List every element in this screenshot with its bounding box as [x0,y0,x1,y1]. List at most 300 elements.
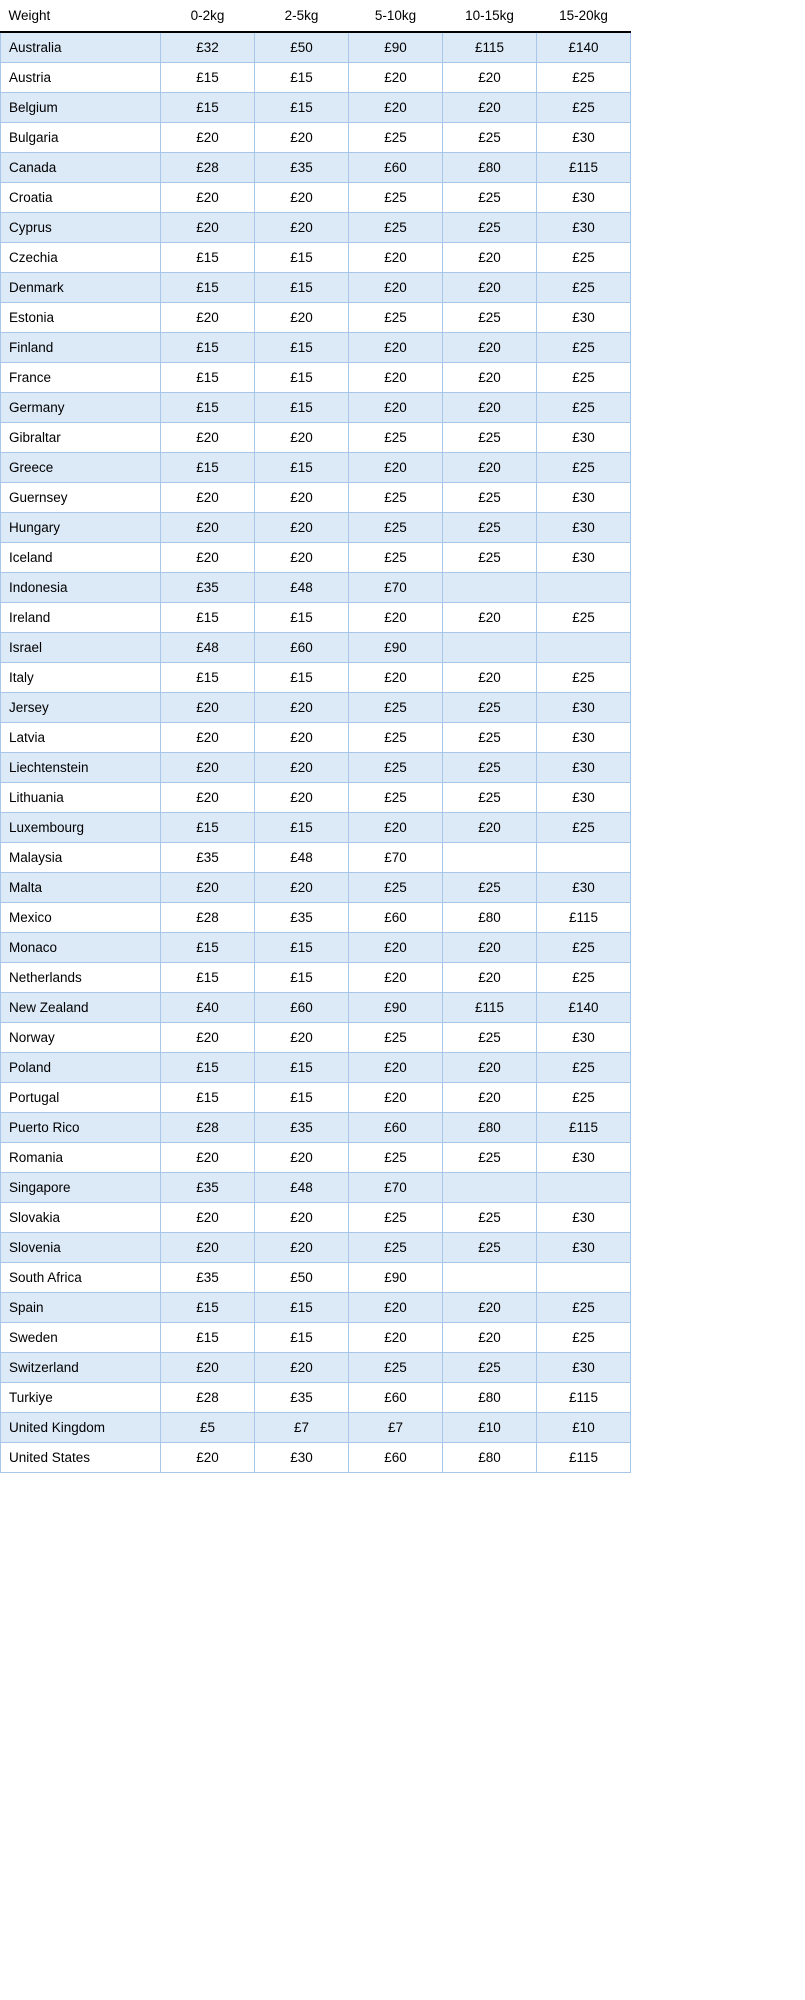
table-row [1,752,631,782]
cell-rate: £30 [537,182,631,212]
cell-rate: £20 [255,422,349,452]
cell-rate: £15 [161,812,255,842]
cell-rate: £25 [537,242,631,272]
table-row [1,722,631,752]
cell-rate: £15 [255,812,349,842]
cell-rate: £30 [537,1142,631,1172]
cell-rate: £28 [161,902,255,932]
cell-rate: £25 [537,1082,631,1112]
cell-rate: £20 [161,1022,255,1052]
cell-country: Portugal [1,1082,161,1112]
cell-country: Norway [1,1022,161,1052]
cell-rate: £15 [255,932,349,962]
cell-rate [537,632,631,662]
table-row [1,272,631,302]
cell-country: Israel [1,632,161,662]
table-row [1,1052,631,1082]
cell-country: Ireland [1,602,161,632]
table-row [1,122,631,152]
table-row [1,362,631,392]
cell-rate: £90 [349,1262,443,1292]
cell-rate: £115 [443,32,537,62]
cell-rate: £25 [443,1202,537,1232]
cell-rate: £20 [443,932,537,962]
cell-rate: £60 [349,152,443,182]
cell-rate: £60 [255,992,349,1022]
cell-rate: £25 [443,482,537,512]
cell-rate: £48 [255,572,349,602]
cell-rate: £15 [161,962,255,992]
cell-country: Poland [1,1052,161,1082]
cell-rate: £25 [537,392,631,422]
cell-rate: £20 [255,1022,349,1052]
cell-country: Slovenia [1,1232,161,1262]
cell-rate: £25 [537,812,631,842]
cell-rate: £15 [161,1082,255,1112]
cell-rate: £80 [443,1112,537,1142]
cell-rate: £15 [161,272,255,302]
cell-rate: £25 [349,782,443,812]
cell-rate: £20 [443,272,537,302]
cell-rate: £30 [537,752,631,782]
cell-rate: £70 [349,572,443,602]
cell-rate: £25 [349,752,443,782]
cell-rate: £15 [161,452,255,482]
cell-rate: £25 [443,512,537,542]
cell-rate: £30 [537,302,631,332]
cell-rate: £25 [537,332,631,362]
cell-rate: £15 [161,332,255,362]
cell-country: Romania [1,1142,161,1172]
cell-rate: £25 [349,1202,443,1232]
cell-rate: £30 [537,1352,631,1382]
cell-rate [443,842,537,872]
cell-rate: £15 [161,92,255,122]
table-row [1,1232,631,1262]
cell-rate: £15 [255,1082,349,1112]
cell-rate: £90 [349,992,443,1022]
table-row [1,62,631,92]
cell-rate: £80 [443,902,537,932]
cell-rate: £48 [255,842,349,872]
cell-rate: £7 [349,1412,443,1442]
cell-rate: £20 [349,932,443,962]
cell-country: Austria [1,62,161,92]
cell-rate: £25 [349,1142,443,1172]
cell-country: Finland [1,332,161,362]
table-row [1,932,631,962]
table-row [1,1022,631,1052]
cell-rate: £20 [443,1322,537,1352]
cell-rate: £35 [161,572,255,602]
cell-rate: £30 [537,512,631,542]
cell-rate [537,842,631,872]
cell-country: Netherlands [1,962,161,992]
cell-rate: £80 [443,1382,537,1412]
cell-rate: £30 [255,1442,349,1472]
cell-rate: £15 [161,362,255,392]
cell-country: Canada [1,152,161,182]
cell-rate: £60 [349,1112,443,1142]
cell-rate: £15 [255,392,349,422]
cell-rate: £50 [255,1262,349,1292]
cell-rate: £25 [349,212,443,242]
cell-rate: £20 [349,662,443,692]
cell-rate: £15 [255,452,349,482]
cell-rate: £60 [349,902,443,932]
cell-country: Malta [1,872,161,902]
cell-country: United Kingdom [1,1412,161,1442]
cell-rate: £20 [161,422,255,452]
table-row [1,1382,631,1412]
cell-rate: £25 [349,302,443,332]
cell-country: Liechtenstein [1,752,161,782]
cell-rate: £35 [161,1262,255,1292]
cell-rate: £15 [255,1292,349,1322]
cell-rate: £5 [161,1412,255,1442]
cell-rate: £20 [255,122,349,152]
cell-rate: £15 [255,1052,349,1082]
cell-rate: £20 [349,1082,443,1112]
table-row [1,1172,631,1202]
table-row [1,902,631,932]
cell-rate: £30 [537,122,631,152]
cell-rate: £90 [349,632,443,662]
column-header-10-15kg: 10-15kg [443,0,537,32]
cell-rate: £140 [537,992,631,1022]
cell-rate: £28 [161,152,255,182]
cell-rate: £115 [537,152,631,182]
table-body [1,32,631,1472]
cell-rate: £15 [161,1292,255,1322]
table-row [1,1082,631,1112]
cell-rate: £35 [161,1172,255,1202]
cell-rate: £20 [443,452,537,482]
cell-rate: £20 [255,752,349,782]
cell-rate: £115 [537,1112,631,1142]
cell-rate: £115 [537,1442,631,1472]
cell-rate: £15 [161,662,255,692]
cell-rate: £20 [349,452,443,482]
table-row [1,632,631,662]
cell-rate: £25 [443,782,537,812]
cell-rate: £20 [443,812,537,842]
cell-rate: £25 [349,512,443,542]
cell-rate: £20 [443,1052,537,1082]
table-row [1,512,631,542]
cell-rate: £25 [443,1352,537,1382]
table-row [1,542,631,572]
cell-country: Australia [1,32,161,62]
cell-rate: £25 [349,692,443,722]
cell-country: Belgium [1,92,161,122]
cell-rate: £20 [255,722,349,752]
table-row [1,302,631,332]
cell-rate: £15 [255,242,349,272]
cell-rate: £20 [443,92,537,122]
cell-rate: £20 [349,332,443,362]
cell-rate: £70 [349,842,443,872]
cell-rate: £15 [161,1052,255,1082]
table-header [1,0,631,32]
cell-rate: £10 [537,1412,631,1442]
cell-country: Spain [1,1292,161,1322]
cell-rate: £20 [161,182,255,212]
cell-rate: £30 [537,212,631,242]
table-row [1,452,631,482]
cell-rate: £20 [443,332,537,362]
cell-country: Denmark [1,272,161,302]
table-row [1,572,631,602]
cell-rate: £20 [161,1202,255,1232]
cell-rate: £115 [537,1382,631,1412]
cell-rate: £20 [255,692,349,722]
cell-rate: £35 [255,1382,349,1412]
cell-rate: £25 [443,752,537,782]
cell-rate: £15 [161,242,255,272]
cell-country: Greece [1,452,161,482]
cell-rate: £30 [537,422,631,452]
cell-rate: £48 [161,632,255,662]
cell-rate [537,1262,631,1292]
cell-country: Malaysia [1,842,161,872]
cell-rate: £140 [537,32,631,62]
cell-country: United States [1,1442,161,1472]
cell-rate: £20 [349,1322,443,1352]
cell-rate: £25 [537,92,631,122]
cell-rate: £20 [443,602,537,632]
cell-country: Gibraltar [1,422,161,452]
cell-rate: £30 [537,722,631,752]
cell-rate: £20 [161,692,255,722]
column-header-2-5kg: 2-5kg [255,0,349,32]
cell-country: Singapore [1,1172,161,1202]
table-row [1,1142,631,1172]
cell-rate: £25 [443,302,537,332]
table-row [1,242,631,272]
cell-rate: £25 [537,452,631,482]
cell-rate: £25 [349,872,443,902]
table-row [1,1202,631,1232]
cell-rate: £25 [349,482,443,512]
cell-rate: £20 [161,302,255,332]
table-row [1,92,631,122]
table-row [1,812,631,842]
cell-rate: £32 [161,32,255,62]
cell-country: Turkiye [1,1382,161,1412]
cell-rate: £25 [537,602,631,632]
cell-country: Hungary [1,512,161,542]
cell-rate: £20 [161,752,255,782]
cell-rate: £15 [255,92,349,122]
cell-rate: £15 [255,662,349,692]
column-header-5-10kg: 5-10kg [349,0,443,32]
cell-rate [443,572,537,602]
cell-rate: £60 [349,1442,443,1472]
cell-rate: £20 [349,1052,443,1082]
cell-rate [443,632,537,662]
cell-rate: £30 [537,482,631,512]
column-header-15-20kg: 15-20kg [537,0,631,32]
cell-rate: £20 [161,482,255,512]
cell-country: Monaco [1,932,161,962]
cell-rate: £48 [255,1172,349,1202]
cell-rate: £15 [255,332,349,362]
cell-rate: £15 [161,1322,255,1352]
cell-rate: £70 [349,1172,443,1202]
cell-rate: £25 [349,1022,443,1052]
cell-country: Luxembourg [1,812,161,842]
cell-country: Estonia [1,302,161,332]
cell-country: Cyprus [1,212,161,242]
cell-rate: £25 [443,212,537,242]
cell-rate: £25 [443,422,537,452]
cell-rate: £80 [443,1442,537,1472]
cell-rate: £115 [537,902,631,932]
cell-country: Latvia [1,722,161,752]
cell-rate: £30 [537,692,631,722]
table-row [1,962,631,992]
cell-rate: £20 [349,242,443,272]
table-row [1,872,631,902]
cell-rate: £20 [255,872,349,902]
cell-rate: £20 [443,62,537,92]
cell-rate: £20 [349,962,443,992]
cell-country: Italy [1,662,161,692]
cell-rate: £20 [255,182,349,212]
cell-rate: £30 [537,542,631,572]
cell-rate: £25 [537,1052,631,1082]
cell-country: Iceland [1,542,161,572]
cell-rate: £25 [349,1352,443,1382]
cell-rate: £25 [443,722,537,752]
cell-rate: £20 [255,302,349,332]
cell-rate: £20 [349,392,443,422]
cell-rate: £20 [161,122,255,152]
table-row [1,32,631,62]
column-header-0-2kg: 0-2kg [161,0,255,32]
cell-rate: £15 [161,602,255,632]
cell-rate: £35 [255,902,349,932]
cell-country: Bulgaria [1,122,161,152]
cell-rate: £20 [349,1292,443,1322]
cell-rate: £28 [161,1382,255,1412]
cell-country: Guernsey [1,482,161,512]
cell-rate: £35 [255,152,349,182]
cell-rate: £40 [161,992,255,1022]
cell-country: Jersey [1,692,161,722]
cell-rate: £15 [255,602,349,632]
cell-rate: £25 [443,872,537,902]
cell-country: Slovakia [1,1202,161,1232]
cell-rate: £25 [349,542,443,572]
cell-country: Germany [1,392,161,422]
cell-rate: £20 [161,512,255,542]
cell-rate: £20 [349,62,443,92]
cell-rate: £20 [161,1442,255,1472]
cell-rate: £15 [161,62,255,92]
cell-rate: £20 [161,1232,255,1262]
cell-rate: £25 [443,122,537,152]
cell-rate: £25 [537,932,631,962]
table-row [1,842,631,872]
table-row [1,602,631,632]
cell-rate: £115 [443,992,537,1022]
cell-rate: £25 [443,692,537,722]
cell-rate: £30 [537,872,631,902]
cell-rate: £28 [161,1112,255,1142]
cell-rate: £20 [443,1082,537,1112]
cell-rate: £25 [537,1322,631,1352]
cell-rate: £20 [443,962,537,992]
cell-rate: £15 [255,272,349,302]
cell-rate: £7 [255,1412,349,1442]
cell-rate [443,1172,537,1202]
cell-rate: £25 [349,122,443,152]
cell-rate: £25 [443,1022,537,1052]
cell-rate: £25 [537,962,631,992]
cell-rate: £20 [255,1202,349,1232]
table-row [1,1322,631,1352]
cell-rate: £20 [443,1292,537,1322]
cell-rate: £20 [443,662,537,692]
cell-rate: £25 [537,1292,631,1322]
cell-rate: £20 [349,92,443,122]
cell-rate: £20 [349,812,443,842]
table-row [1,992,631,1022]
cell-country: South Africa [1,1262,161,1292]
cell-rate: £25 [349,1232,443,1262]
cell-rate: £20 [443,242,537,272]
cell-country: Croatia [1,182,161,212]
cell-rate [443,1262,537,1292]
cell-rate: £90 [349,32,443,62]
cell-country: Czechia [1,242,161,272]
cell-rate: £20 [255,512,349,542]
cell-rate [537,1172,631,1202]
cell-rate: £25 [537,662,631,692]
cell-country: New Zealand [1,992,161,1022]
cell-rate: £25 [443,182,537,212]
cell-rate: £20 [255,1142,349,1172]
cell-rate: £20 [255,782,349,812]
cell-rate: £30 [537,1202,631,1232]
cell-rate: £25 [443,542,537,572]
table-row [1,392,631,422]
cell-rate: £30 [537,1232,631,1262]
cell-rate: £20 [255,542,349,572]
cell-rate: £15 [255,1322,349,1352]
cell-country: Puerto Rico [1,1112,161,1142]
cell-rate: £60 [349,1382,443,1412]
cell-rate: £60 [255,632,349,662]
cell-rate: £20 [349,362,443,392]
cell-rate: £25 [443,1142,537,1172]
table-row [1,182,631,212]
cell-rate: £25 [537,362,631,392]
column-header-weight: Weight [1,0,161,32]
cell-rate: £20 [161,722,255,752]
cell-rate: £20 [161,782,255,812]
cell-rate: £20 [161,872,255,902]
cell-rate: £20 [161,1142,255,1172]
table-row [1,152,631,182]
cell-rate: £25 [349,422,443,452]
cell-rate: £25 [349,722,443,752]
cell-rate: £25 [537,62,631,92]
cell-rate: £15 [255,62,349,92]
header-row [1,0,631,32]
